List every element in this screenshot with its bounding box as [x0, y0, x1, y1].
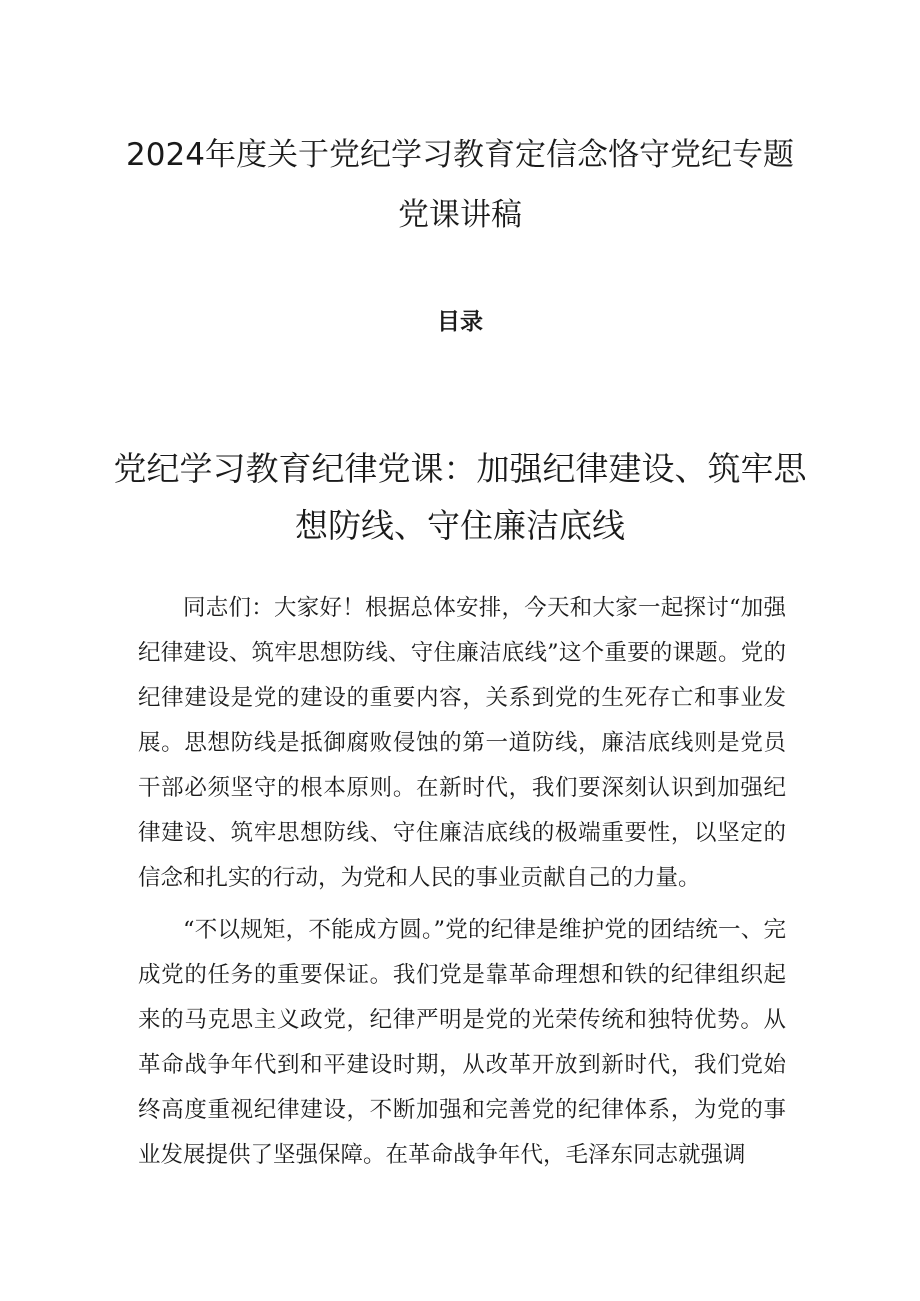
paragraph: 同志们：大家好！根据总体安排，今天和大家一起探讨“加强纪律建设、筑牢思想防线、守住廉洁底线”这个重要的课题。党的纪律建设是党的建设的重要内容，关系到党的生死存亡和事业发展。思想防线是抵御腐败侵蚀的第一道防线，廉洁底线则是党员干部必须坚守的根本原则。在新时代，我们要深刻认识到加强纪律建设、筑牢思想防线、守住廉洁底线的极端重要性，以坚定的信念和扎实的行动，为党和人民的事业贡献自己的力量。: [138, 595, 786, 891]
toc-heading: 目录: [437, 309, 483, 335]
paragraph: “不以规矩，不能成方圆。”党的纪律是维护党的团结统一、完成党的任务的重要保证。我们党是靠革命理想和铁的纪律组织起来的马克思主义政党，纪律严明是党的光荣传统和独特优势。从革命战争年代到和平建设时期，从改革开放到新时代，我们党始终高度重视纪律建设，不断加强和完善党的纪律体系，为党的事业发展提供了坚强保障。在革命战争年代，毛泽东同志就强调: [138, 917, 786, 1168]
document-title: 2024年度关于党纪学习教育定信念恪守党纪专题党课讲稿: [126, 137, 794, 233]
section-title: 党纪学习教育纪律党课：加强纪律建设、筑牢思想防线、守住廉洁底线: [113, 449, 807, 545]
